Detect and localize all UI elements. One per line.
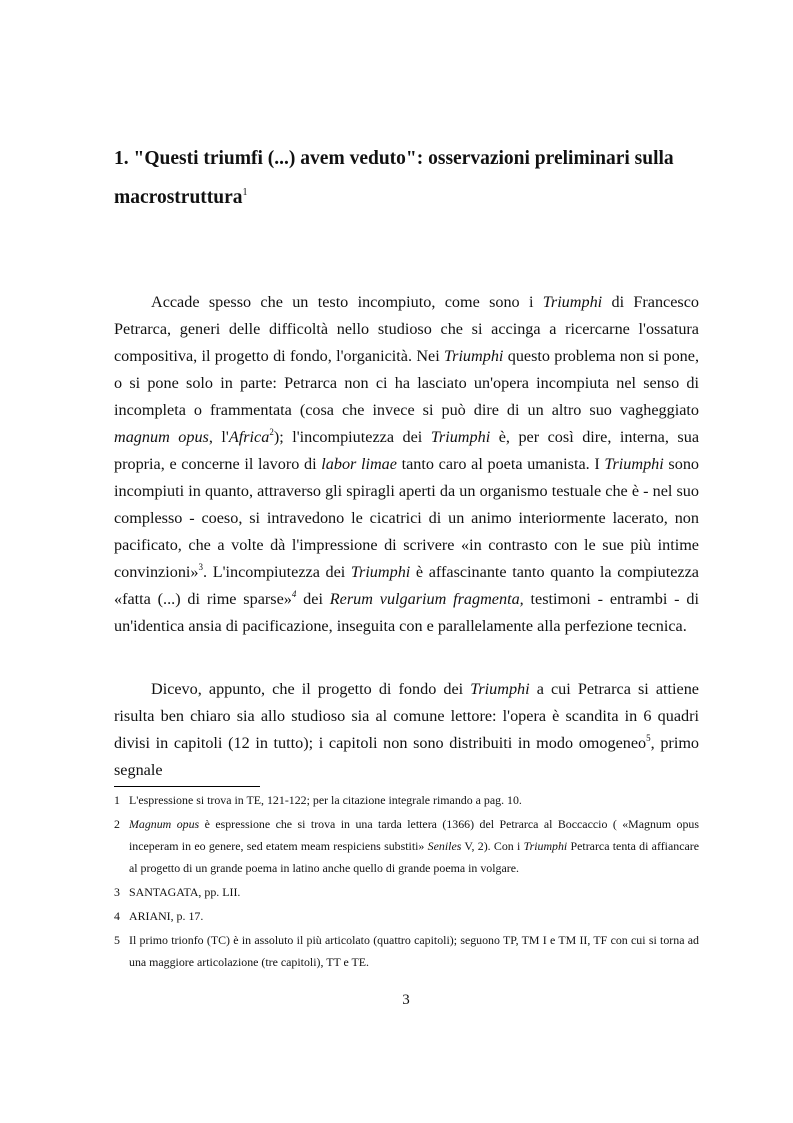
text-run: di Francesco Petrarca, generi delle difficoltà nello studioso che si accinga a ricercarne l'ossatura compositiva, il progetto di fondo, l'organicità. Nei xyxy=(114,293,699,365)
text-run: SANTAGATA, pp. LII. xyxy=(129,885,241,899)
text-run: questo problema non si pone, o si pone solo in parte: Petrarca non ci ha lasciato un'opera incompiuta nel senso di incompleta o frammentata (cosa che invece si può dire di un altro suo vagheggiato xyxy=(114,347,699,419)
footnote-item xyxy=(114,813,699,879)
footnote-number: 2 xyxy=(114,817,120,831)
italic-text: Triumphi xyxy=(470,680,530,698)
page-number: 3 xyxy=(402,992,410,1008)
footnote-text xyxy=(129,881,699,903)
footnote-item xyxy=(114,905,699,927)
footnote-ref[interactable]: 4 xyxy=(291,589,297,599)
footnote-number: 1 xyxy=(114,793,120,807)
italic-text: Triumphi xyxy=(350,563,411,581)
text-run: Dicevo, appunto, che il progetto di fondo dei xyxy=(151,680,471,698)
italic-text: Triumphi xyxy=(444,347,504,365)
italic-text: Triumphi xyxy=(542,293,603,311)
footnotes-list xyxy=(114,789,699,975)
text-run: , primo segnale xyxy=(114,734,700,779)
text-run: V, 2). Con i xyxy=(461,839,524,853)
heading-footnote-ref[interactable]: 1 xyxy=(242,187,248,198)
text-run: sono incompiuti in quanto, attraverso gli spiragli aperti da un organismo testuale che è - nel suo complesso - coeso, si intravedono le cicatrici di un animo interiormente lacerato, non pacificato, che a volte dà l'impressione di scrivere «in contrasto con le sue più intime convinzioni» xyxy=(114,455,700,581)
footnote-ref[interactable]: 2 xyxy=(269,427,274,437)
text-run: a cui Petrarca si attiene risulta ben chiaro sia allo studioso sia al comune lettore: l'opera è scandita in 6 quadri divisi in capitoli (12 in tutto); i capitoli non sono distribuiti in modo omogeneo xyxy=(114,680,699,752)
italic-text: Seniles xyxy=(427,839,462,853)
footnote-number: 5 xyxy=(114,933,120,947)
text-run: , l' xyxy=(208,428,229,446)
footnote-text xyxy=(129,929,699,973)
text-run: è espressione che si trova in una tarda lettera (1366) del Petrarca al Boccaccio ( «Magnum opus inceperam in eo genere, sed etatem meam respiciens substiti» xyxy=(129,817,699,853)
italic-text: Triumphi xyxy=(604,455,664,473)
text-run: . L'incompiutezza dei xyxy=(203,563,351,581)
text-run: ); l'incompiutezza dei xyxy=(273,428,431,446)
text-run: è, per così dire, interna, sua propria, e concerne il lavoro di xyxy=(114,428,700,473)
footnote-number: 3 xyxy=(114,885,120,899)
italic-text: Rerum vulgarium fragmenta, xyxy=(329,590,524,608)
footnote-text xyxy=(129,813,699,879)
footnote-item xyxy=(114,929,699,973)
italic-text: Triumphi xyxy=(430,428,491,446)
body-paragraph-2 xyxy=(114,676,699,784)
text-run: dei xyxy=(296,590,330,608)
text-run: Il primo trionfo (TC) è in assoluto il più articolato (quattro capitoli); seguono TP, TM I e TM II, TF con cui si torna ad una maggiore articolazione (tre capitoli), TT e TE. xyxy=(129,933,699,969)
italic-text: labor limae xyxy=(321,455,397,473)
text-run: Accade spesso che un testo incompiuto, come sono i xyxy=(151,293,543,311)
footnote-separator xyxy=(114,786,260,787)
footnote-ref[interactable]: 3 xyxy=(198,562,204,572)
body-paragraph-1 xyxy=(114,289,699,640)
italic-text: magnum opus xyxy=(114,428,209,446)
text-run: L'espressione si trova in TE, 121-122; per la citazione integrale rimando a pag. 10. xyxy=(129,793,522,807)
italic-text: Triumphi xyxy=(523,839,568,853)
text-run: ARIANI, p. 17. xyxy=(129,909,204,923)
italic-text: Magnum opus xyxy=(129,817,200,831)
footnote-text xyxy=(129,789,699,811)
italic-text: Africa xyxy=(228,428,270,446)
text-run: tanto caro al poeta umanista. I xyxy=(396,455,605,473)
text-run: è affascinante tanto quanto la compiutezza «fatta (...) di rime sparse» xyxy=(114,563,699,608)
footnote-text xyxy=(129,905,699,927)
chapter-heading xyxy=(114,142,714,215)
footnote-ref[interactable]: 5 xyxy=(646,733,651,743)
footnote-item xyxy=(114,789,699,811)
text-run: Petrarca tenta di affiancare al progetto di un grande poema in latino anche quello di grande poema in volgare. xyxy=(129,839,699,875)
chapter-heading-text: 1. "Questi triumfi (...) avem veduto": osservazioni preliminari sulla macrostruttura xyxy=(114,148,674,208)
text-run: testimoni - entrambi - di un'identica ansia di pacificazione, inseguita con e parallelamente alla perfezione tecnica. xyxy=(114,590,699,635)
footnote-item xyxy=(114,881,699,903)
footnote-number: 4 xyxy=(114,909,120,923)
